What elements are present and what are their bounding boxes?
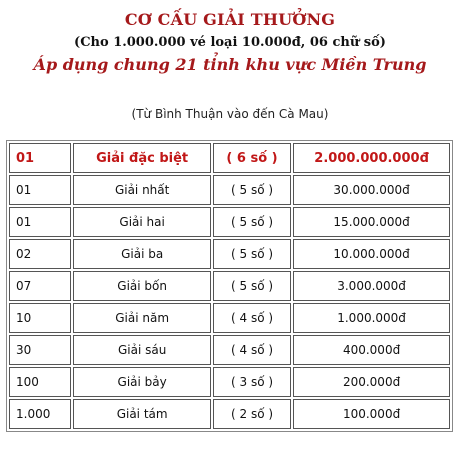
prize-count-cell: 1.000 xyxy=(9,399,71,429)
prize-name-cell: Giải đặc biệt xyxy=(73,143,210,173)
prize-name-cell: Giải nhất xyxy=(73,175,210,205)
ticket-info-subtitle: (Cho 1.000.000 vé loại 10.000đ, 06 chữ số) xyxy=(74,35,386,50)
table-row xyxy=(9,271,450,301)
prize-value-cell: 10.000.000đ xyxy=(293,239,450,269)
prize-name-cell: Giải ba xyxy=(73,239,210,269)
prize-name-cell: Giải tám xyxy=(73,399,210,429)
prize-value-cell: 15.000.000đ xyxy=(293,207,450,237)
prize-digits-cell: ( 3 số ) xyxy=(213,367,291,397)
prize-count-cell: 30 xyxy=(9,335,71,365)
prize-digits-cell: ( 2 số ) xyxy=(213,399,291,429)
prize-name-cell: Giải hai xyxy=(73,207,210,237)
prize-name-cell: Giải năm xyxy=(73,303,210,333)
prize-digits-cell: ( 6 số ) xyxy=(213,143,291,173)
prize-count-cell: 01 xyxy=(9,143,71,173)
prize-value-cell: 200.000đ xyxy=(293,367,450,397)
region-heading: Áp dụng chung 21 tỉnh khu vực Miền Trung xyxy=(33,55,427,74)
prize-name-cell: Giải bốn xyxy=(73,271,210,301)
scope-note: (Từ Bình Thuận vào đến Cà Mau) xyxy=(131,107,329,121)
prize-digits-cell: ( 4 số ) xyxy=(213,303,291,333)
prize-digits-cell: ( 5 số ) xyxy=(213,239,291,269)
page-title: CƠ CẤU GIẢI THƯỞNG xyxy=(124,10,336,29)
table-row xyxy=(9,303,450,333)
prize-digits-cell: ( 4 số ) xyxy=(213,335,291,365)
prize-value-cell: 400.000đ xyxy=(293,335,450,365)
table-row xyxy=(9,207,450,237)
prize-digits-cell: ( 5 số ) xyxy=(213,175,291,205)
prize-count-cell: 07 xyxy=(9,271,71,301)
table-row xyxy=(9,335,450,365)
prize-name-cell: Giải sáu xyxy=(73,335,210,365)
table-row xyxy=(9,399,450,429)
prize-count-cell: 01 xyxy=(9,175,71,205)
prize-count-cell: 02 xyxy=(9,239,71,269)
prize-value-cell: 1.000.000đ xyxy=(293,303,450,333)
prize-value-cell: 3.000.000đ xyxy=(293,271,450,301)
prize-digits-cell: ( 5 số ) xyxy=(213,271,291,301)
prize-name-cell: Giải bảy xyxy=(73,367,210,397)
prize-table xyxy=(6,140,453,432)
prize-value-cell: 30.000.000đ xyxy=(293,175,450,205)
prize-count-cell: 10 xyxy=(9,303,71,333)
prize-count-cell: 01 xyxy=(9,207,71,237)
prize-value-cell: 100.000đ xyxy=(293,399,450,429)
table-row xyxy=(9,239,450,269)
prize-value-cell: 2.000.000.000đ xyxy=(293,143,450,173)
prize-count-cell: 100 xyxy=(9,367,71,397)
table-row xyxy=(9,175,450,205)
prize-digits-cell: ( 5 số ) xyxy=(213,207,291,237)
table-row xyxy=(9,367,450,397)
table-row-special-prize xyxy=(9,143,450,173)
